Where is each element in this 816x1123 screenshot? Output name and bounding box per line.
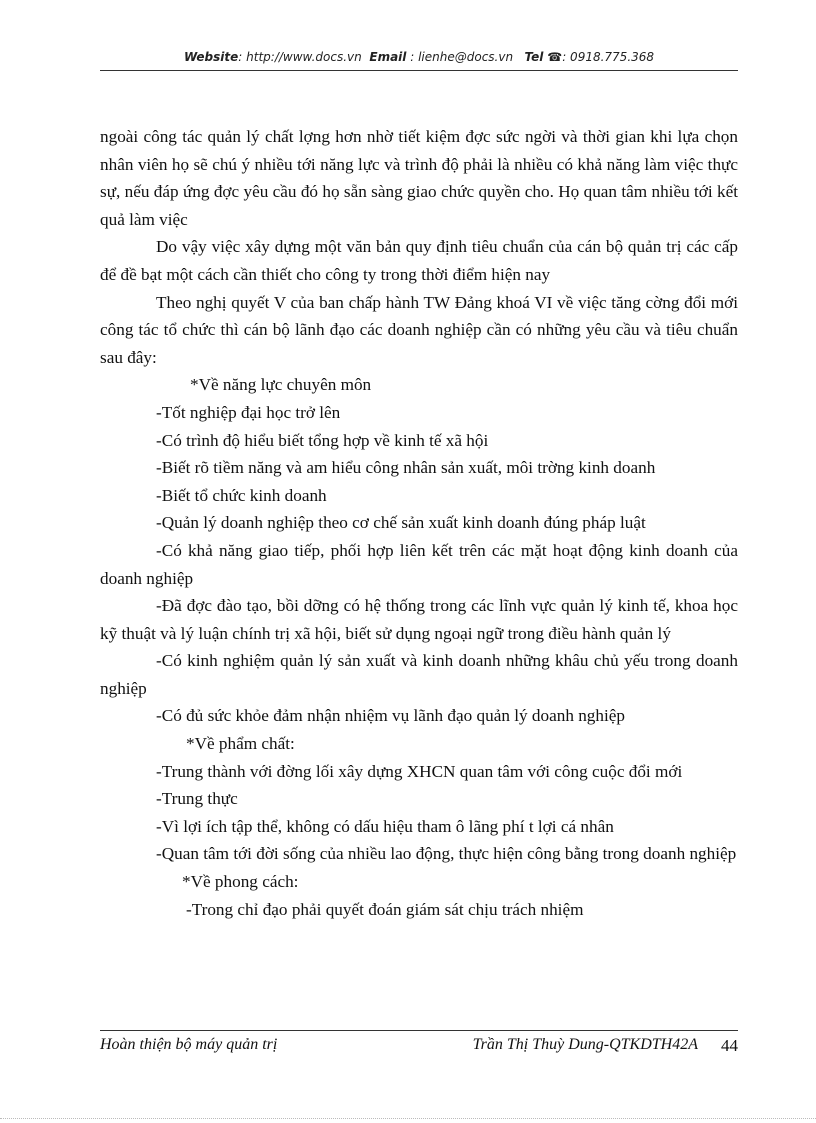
section-heading: *Về phẩm chất: (186, 734, 295, 754)
list-item: -Có kinh nghiệm quản lý sản xuất và kinh doanh những khâu chủ yếu trong doanh nghiệp (100, 651, 738, 698)
email-value[interactable]: : lienhe@docs.vn (410, 50, 514, 64)
paragraph: Do vậy việc xây dựng một văn bản quy định tiêu chuẩn của cán bộ quản trị các cấp để đề bạt một cách cần thiết cho công ty trong thời điểm hiện nay (100, 237, 738, 284)
header-divider (100, 70, 738, 71)
page-edge-divider (0, 1118, 816, 1119)
page-header (100, 50, 738, 64)
list-item: -Có khả năng giao tiếp, phối hợp liên kết trên các mặt hoạt động kinh doanh của doanh nghiệp (100, 540, 738, 588)
page-number: 44 (721, 1036, 738, 1055)
list-item: -Trung thực (156, 789, 238, 809)
list-item: -Quản lý doanh nghiệp theo cơ chế sản xuất kinh doanh đúng pháp luật (156, 513, 646, 533)
list-item: -Vì lợi ích tập thể, không có dấu hiệu tham ô lãng phí t lợi cá nhân (156, 816, 614, 836)
list-item: -Trong chỉ đạo phải quyết đoán giám sát chịu trách nhiệm (186, 899, 584, 919)
section-heading: *Về phong cách: (182, 872, 299, 892)
website-label: Website (183, 50, 239, 64)
paragraph: Theo nghị quyết V của ban chấp hành TW Đảng khoá VI về việc tăng cờng đổi mới công tác tổ chức thì cán bộ lãnh đạo các doanh nghiệp cần có những yêu cầu và tiêu chuẩn sau đây: (100, 292, 738, 367)
website-url[interactable]: : http://www.docs.vn (238, 50, 362, 64)
list-item: -Có đủ sức khỏe đảm nhận nhiệm vụ lãnh đạo quản lý doanh nghiệp (156, 706, 625, 726)
footer-author: Trần Thị Thuỳ Dung-QTKDTH42A (472, 1036, 698, 1053)
phone-icon: ☎ (547, 50, 563, 64)
footer-title: Hoàn thiện bộ máy quản trị (100, 1036, 278, 1053)
footer-divider (100, 1030, 738, 1031)
page-footer (100, 1036, 738, 1060)
list-item: -Đã đợc đào tạo, bồi dỡng có hệ thống trong các lĩnh vực quản lý kinh tế, khoa học kỹ thuật và lý luận chính trị xã hội, biết sử dụng ngoại ngữ trong điều hành quản lý (100, 596, 738, 643)
list-item: -Tốt nghiệp đại học trở lên (156, 402, 341, 422)
document-body (100, 123, 738, 923)
list-item: -Quan tâm tới đời sống của nhiều lao động, thực hiện công bằng trong doanh nghiệp (156, 844, 737, 864)
tel-value: : 0918.775.368 (562, 50, 655, 64)
list-item: -Biết tổ chức kinh doanh (156, 485, 327, 505)
list-item: -Trung thành với đờng lối xây dựng XHCN quan tâm với công cuộc đổi mới (156, 761, 683, 781)
paragraph: ngoài công tác quản lý chất lợng hơn nhờ tiết kiệm đợc sức ngời và thời gian khi lựa chọn nhân viên họ sẽ chú ý nhiều tới năng lực và trình độ phải là nhiều có khả năng làm việc thực sự, nếu đáp ứng đợc yêu cầu đó họ sẵn sàng giao chức quyền cho. Họ quan tâm nhiều tới kết quả làm việc (100, 127, 738, 229)
email-label: Email (369, 50, 407, 64)
section-heading: *Về năng lực chuyên môn (190, 375, 372, 395)
list-item: -Biết rõ tiềm năng và am hiểu công nhân sản xuất, môi trờng kinh doanh (156, 458, 656, 478)
list-item: -Có trình độ hiểu biết tổng hợp về kinh tế xã hội (156, 430, 489, 450)
tel-label: Tel (524, 50, 544, 64)
